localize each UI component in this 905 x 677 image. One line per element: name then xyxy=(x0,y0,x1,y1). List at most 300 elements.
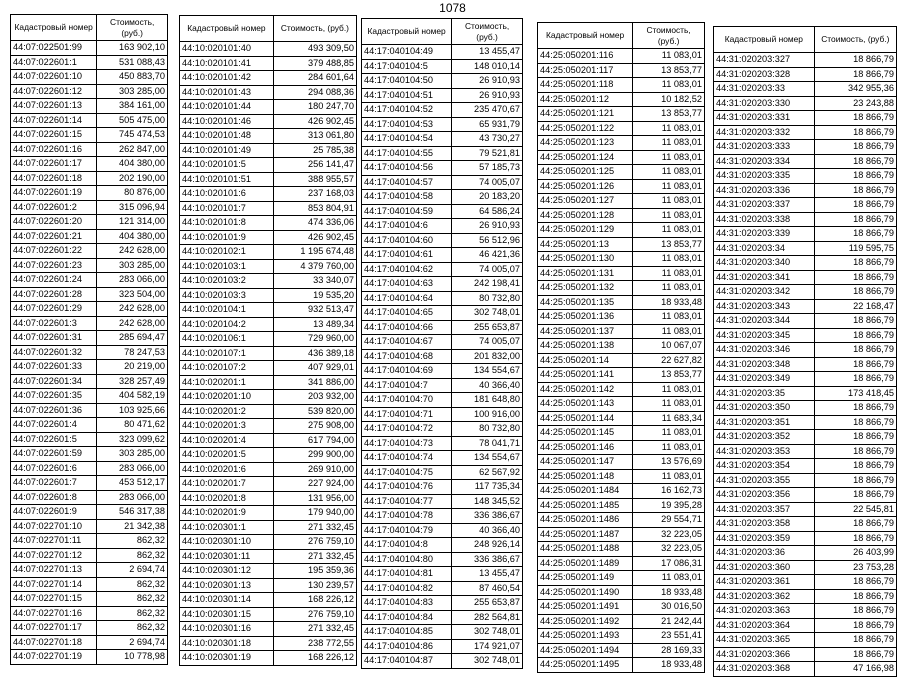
table-row xyxy=(362,233,523,248)
table-row xyxy=(11,447,168,462)
header-row xyxy=(538,23,705,49)
cadastral-number-cell: 44:10:020301:11 xyxy=(180,549,274,564)
cost-cell: 46 421,36 xyxy=(452,248,523,263)
cadastral-number-cell: 44:07:022601:24 xyxy=(11,273,97,288)
cost-cell: 453 512,17 xyxy=(97,476,168,491)
cadastral-number-cell: 44:31:020203:338 xyxy=(714,212,815,227)
cost-cell: 745 474,53 xyxy=(97,128,168,143)
cadastral-number-cell: 44:10:020201:9 xyxy=(180,506,274,521)
table-row xyxy=(538,600,705,615)
cadastral-number-cell: 44:25:050201:118 xyxy=(538,78,633,93)
table-row xyxy=(180,593,357,608)
table-row xyxy=(362,45,523,60)
table-row xyxy=(362,103,523,118)
cost-cell: 11 083,01 xyxy=(633,382,705,397)
cadastral-number-cell: 44:07:022601:31 xyxy=(11,331,97,346)
cadastral-number-cell: 44:17:040104:52 xyxy=(362,103,452,118)
table-row xyxy=(714,415,897,430)
cadastral-number-cell: 44:17:040104:62 xyxy=(362,262,452,277)
cadastral-number-cell: 44:25:050201:13 xyxy=(538,237,633,252)
cost-cell: 302 748,01 xyxy=(452,654,523,669)
table-row xyxy=(11,41,168,56)
table-row xyxy=(180,404,357,419)
cadastral-number-cell: 44:31:020203:337 xyxy=(714,198,815,213)
table-row xyxy=(11,432,168,447)
cadastral-number-cell: 44:31:020203:345 xyxy=(714,328,815,343)
table-row xyxy=(538,397,705,412)
cadastral-number-cell: 44:10:020301:15 xyxy=(180,607,274,622)
cost-cell: 283 066,00 xyxy=(97,273,168,288)
table-row xyxy=(714,241,897,256)
table-row xyxy=(11,548,168,563)
cadastral-number-cell: 44:31:020203:362 xyxy=(714,589,815,604)
cadastral-number-cell: 44:25:050201:130 xyxy=(538,252,633,267)
cost-cell: 13 853,77 xyxy=(633,107,705,122)
cost-cell: 80 876,00 xyxy=(97,186,168,201)
cadastral-number-header: Кадастровый номер xyxy=(714,27,815,53)
table-row xyxy=(538,426,705,441)
cost-cell: 11 683,34 xyxy=(633,411,705,426)
table-row xyxy=(180,520,357,535)
table-row xyxy=(714,401,897,416)
table-row xyxy=(180,375,357,390)
table-row xyxy=(538,92,705,107)
cost-cell: 22 627,82 xyxy=(633,353,705,368)
cost-cell: 29 554,71 xyxy=(633,513,705,528)
cadastral-number-cell: 44:17:040104:78 xyxy=(362,509,452,524)
table-row xyxy=(362,654,523,669)
table-row xyxy=(180,636,357,651)
cadastral-number-cell: 44:31:020203:328 xyxy=(714,67,815,82)
table-row xyxy=(11,360,168,375)
cost-cell: 294 088,36 xyxy=(273,85,356,100)
table-row xyxy=(362,393,523,408)
cost-cell: 18 866,79 xyxy=(814,183,896,198)
cadastral-number-cell: 44:25:050201:1485 xyxy=(538,498,633,513)
cost-cell: 18 866,79 xyxy=(814,270,896,285)
table-row xyxy=(180,361,357,376)
table-row xyxy=(11,186,168,201)
cadastral-number-cell: 44:17:040104:68 xyxy=(362,349,452,364)
cadastral-number-cell: 44:31:020203:354 xyxy=(714,459,815,474)
cadastral-number-cell: 44:25:050201:1491 xyxy=(538,600,633,615)
table-row xyxy=(11,606,168,621)
cost-cell: 283 066,00 xyxy=(97,490,168,505)
cost-cell: 19 535,20 xyxy=(273,288,356,303)
cadastral-number-cell: 44:07:022601:14 xyxy=(11,113,97,128)
cadastral-number-cell: 44:25:050201:147 xyxy=(538,455,633,470)
cost-cell: 148 345,52 xyxy=(452,494,523,509)
cost-cell: 255 653,87 xyxy=(452,320,523,335)
cost-cell: 22 168,47 xyxy=(814,299,896,314)
table-row xyxy=(180,100,357,115)
table-row xyxy=(180,187,357,202)
cadastral-number-cell: 44:10:020201:4 xyxy=(180,433,274,448)
table-row xyxy=(11,200,168,215)
table-row xyxy=(714,82,897,97)
cadastral-number-cell: 44:31:020203:364 xyxy=(714,618,815,633)
cost-cell: 11 083,01 xyxy=(633,121,705,136)
table-row xyxy=(538,237,705,252)
cadastral-number-cell: 44:07:022701:11 xyxy=(11,534,97,549)
cost-cell: 18 866,79 xyxy=(814,67,896,82)
table-row xyxy=(180,419,357,434)
table-row xyxy=(11,287,168,302)
table-row xyxy=(180,462,357,477)
table-row xyxy=(180,578,357,593)
cadastral-number-cell: 44:31:020203:344 xyxy=(714,314,815,329)
cost-cell: 130 239,57 xyxy=(273,578,356,593)
table-row xyxy=(538,252,705,267)
cost-cell: 18 866,79 xyxy=(814,401,896,416)
table-row xyxy=(714,444,897,459)
cadastral-number-cell: 44:07:022701:18 xyxy=(11,635,97,650)
cost-cell: 47 166,98 xyxy=(814,662,896,677)
table-row xyxy=(11,635,168,650)
cadastral-number-cell: 44:31:020203:34 xyxy=(714,241,815,256)
table-row xyxy=(180,158,357,173)
cadastral-number-cell: 44:07:022601:5 xyxy=(11,432,97,447)
table-row xyxy=(180,390,357,405)
cadastral-number-cell: 44:25:050201:126 xyxy=(538,179,633,194)
cadastral-number-cell: 44:31:020203:346 xyxy=(714,343,815,358)
cadastral-number-cell: 44:31:020203:348 xyxy=(714,357,815,372)
cost-cell: 11 083,01 xyxy=(633,78,705,93)
table-row xyxy=(180,491,357,506)
cost-cell: 11 083,01 xyxy=(633,324,705,339)
cost-cell: 11 083,01 xyxy=(633,179,705,194)
header-row xyxy=(11,15,168,41)
cost-cell: 282 564,81 xyxy=(452,610,523,625)
table-row xyxy=(538,165,705,180)
table-row xyxy=(362,219,523,234)
cadastral-number-cell: 44:17:040104:74 xyxy=(362,451,452,466)
cost-cell: 180 247,70 xyxy=(273,100,356,115)
cost-cell: 56 512,96 xyxy=(452,233,523,248)
cadastral-number-cell: 44:17:040104:65 xyxy=(362,306,452,321)
cadastral-number-cell: 44:17:040104:58 xyxy=(362,190,452,205)
cadastral-number-cell: 44:07:022601:20 xyxy=(11,215,97,230)
table-row xyxy=(362,306,523,321)
cost-cell: 404 380,00 xyxy=(97,157,168,172)
table-row xyxy=(180,622,357,637)
cadastral-number-cell: 44:07:022601:18 xyxy=(11,171,97,186)
cost-cell: 13 489,34 xyxy=(273,317,356,332)
cost-cell: 11 083,01 xyxy=(633,469,705,484)
cost-cell: 237 168,03 xyxy=(273,187,356,202)
table-row xyxy=(11,128,168,143)
cadastral-number-cell: 44:31:020203:349 xyxy=(714,372,815,387)
cadastral-number-cell: 44:31:020203:360 xyxy=(714,560,815,575)
cadastral-number-cell: 44:10:020101:46 xyxy=(180,114,274,129)
cost-cell: 25 785,38 xyxy=(273,143,356,158)
cadastral-number-cell: 44:25:050201:1490 xyxy=(538,585,633,600)
cadastral-number-cell: 44:07:022601:32 xyxy=(11,345,97,360)
cadastral-number-cell: 44:07:022601:13 xyxy=(11,99,97,114)
cadastral-number-cell: 44:31:020203:361 xyxy=(714,575,815,590)
table-row xyxy=(11,418,168,433)
cost-cell: 202 190,00 xyxy=(97,171,168,186)
cost-cell: 18 866,79 xyxy=(814,357,896,372)
table-row xyxy=(180,433,357,448)
cost-cell: 16 162,73 xyxy=(633,484,705,499)
cost-header: Стоимость, (руб.) xyxy=(273,16,356,42)
cost-cell: 18 866,79 xyxy=(814,444,896,459)
cost-cell: 18 866,79 xyxy=(814,488,896,503)
table-row xyxy=(714,589,897,604)
table-row xyxy=(538,658,705,673)
cost-cell: 18 866,79 xyxy=(814,111,896,126)
cost-cell: 323 504,00 xyxy=(97,287,168,302)
table-row xyxy=(362,291,523,306)
table-row xyxy=(180,114,357,129)
cadastral-number-cell: 44:17:040104:61 xyxy=(362,248,452,263)
table-row xyxy=(11,374,168,389)
cadastral-number-cell: 44:10:020201:8 xyxy=(180,491,274,506)
cost-cell: 18 866,79 xyxy=(814,285,896,300)
table-row xyxy=(714,343,897,358)
cadastral-number-cell: 44:10:020301:19 xyxy=(180,651,274,666)
cadastral-number-cell: 44:17:040104:51 xyxy=(362,88,452,103)
cost-cell: 18 866,79 xyxy=(814,125,896,140)
cost-cell: 13 455,47 xyxy=(452,45,523,60)
cadastral-number-cell: 44:31:020203:352 xyxy=(714,430,815,445)
table-row xyxy=(538,339,705,354)
cost-cell: 17 086,31 xyxy=(633,556,705,571)
cost-cell: 242 198,41 xyxy=(452,277,523,292)
cadastral-number-cell: 44:10:020101:40 xyxy=(180,42,274,57)
table-row xyxy=(538,382,705,397)
table-row xyxy=(714,270,897,285)
cadastral-number-cell: 44:10:020201:10 xyxy=(180,390,274,405)
cost-cell: 248 926,14 xyxy=(452,538,523,553)
cost-cell: 181 648,80 xyxy=(452,393,523,408)
table-row xyxy=(714,488,897,503)
table-row xyxy=(362,436,523,451)
cadastral-number-cell: 44:31:020203:331 xyxy=(714,111,815,126)
cost-cell: 40 366,40 xyxy=(452,378,523,393)
cost-cell: 493 309,50 xyxy=(273,42,356,57)
table-row xyxy=(11,534,168,549)
cost-cell: 30 016,50 xyxy=(633,600,705,615)
cadastral-number-cell: 44:17:040104:79 xyxy=(362,523,452,538)
cadastral-number-cell: 44:10:020103:2 xyxy=(180,274,274,289)
table-row xyxy=(538,107,705,122)
cadastral-number-cell: 44:07:022601:6 xyxy=(11,461,97,476)
cost-cell: 11 083,01 xyxy=(633,150,705,165)
cadastral-number-cell: 44:07:022701:15 xyxy=(11,592,97,607)
cadastral-number-cell: 44:25:050201:1488 xyxy=(538,542,633,557)
cost-cell: 275 908,00 xyxy=(273,419,356,434)
cost-cell: 10 182,52 xyxy=(633,92,705,107)
cost-cell: 131 956,00 xyxy=(273,491,356,506)
cadastral-number-cell: 44:07:022601:59 xyxy=(11,447,97,462)
cadastral-number-cell: 44:17:040104:55 xyxy=(362,146,452,161)
cost-cell: 103 925,66 xyxy=(97,403,168,418)
cadastral-number-cell: 44:07:022601:29 xyxy=(11,302,97,317)
table-row xyxy=(714,372,897,387)
table-row xyxy=(11,215,168,230)
table-row xyxy=(11,519,168,534)
cadastral-number-cell: 44:25:050201:1484 xyxy=(538,484,633,499)
cost-cell: 436 389,18 xyxy=(273,346,356,361)
table-row xyxy=(180,71,357,86)
table-row xyxy=(180,245,357,260)
table-row xyxy=(180,346,357,361)
cost-cell: 18 866,79 xyxy=(814,531,896,546)
cadastral-number-cell: 44:17:040104:73 xyxy=(362,436,452,451)
table-row xyxy=(180,288,357,303)
cadastral-number-cell: 44:07:022601:22 xyxy=(11,244,97,259)
table-row xyxy=(180,216,357,231)
table-row xyxy=(180,201,357,216)
cost-cell: 404 582,19 xyxy=(97,389,168,404)
cadastral-number-cell: 44:25:050201:149 xyxy=(538,571,633,586)
cadastral-number-cell: 44:31:020203:357 xyxy=(714,502,815,517)
cadastral-number-cell: 44:07:022601:34 xyxy=(11,374,97,389)
table-row xyxy=(180,448,357,463)
cadastral-number-cell: 44:07:022601:3 xyxy=(11,316,97,331)
cadastral-number-cell: 44:25:050201:12 xyxy=(538,92,633,107)
cadastral-number-cell: 44:10:020201:2 xyxy=(180,404,274,419)
table-row xyxy=(714,430,897,445)
table-row xyxy=(362,59,523,74)
cost-cell: 11 083,01 xyxy=(633,281,705,296)
table-row xyxy=(714,328,897,343)
cost-cell: 4 379 760,00 xyxy=(273,259,356,274)
table-row xyxy=(11,389,168,404)
cadastral-number-cell: 44:25:050201:1494 xyxy=(538,643,633,658)
table-row xyxy=(180,549,357,564)
cadastral-number-cell: 44:17:040104:72 xyxy=(362,422,452,437)
cost-cell: 11 083,01 xyxy=(633,310,705,325)
cadastral-number-cell: 44:17:040104:59 xyxy=(362,204,452,219)
cadastral-number-cell: 44:17:040104:56 xyxy=(362,161,452,176)
table-row xyxy=(714,459,897,474)
cost-cell: 18 866,79 xyxy=(814,256,896,271)
cost-header: Стоимость, (руб.) xyxy=(97,15,168,41)
table-row xyxy=(538,179,705,194)
cost-cell: 18 933,48 xyxy=(633,658,705,673)
table-row xyxy=(180,259,357,274)
cadastral-number-header: Кадастровый номер xyxy=(11,15,97,41)
cadastral-number-cell: 44:17:040104:69 xyxy=(362,364,452,379)
cadastral-number-cell: 44:07:022701:16 xyxy=(11,606,97,621)
cost-cell: 18 866,79 xyxy=(814,633,896,648)
cost-cell: 862,32 xyxy=(97,592,168,607)
table-row xyxy=(538,121,705,136)
table-row xyxy=(714,198,897,213)
table-row xyxy=(180,332,357,347)
cadastral-number-cell: 44:17:040104:70 xyxy=(362,393,452,408)
table-row xyxy=(362,596,523,611)
cadastral-number-cell: 44:10:020101:41 xyxy=(180,56,274,71)
cadastral-number-cell: 44:10:020101:6 xyxy=(180,187,274,202)
table-row xyxy=(11,55,168,70)
cadastral-number-cell: 44:10:020102:1 xyxy=(180,245,274,260)
table-row xyxy=(538,150,705,165)
cadastral-number-cell: 44:31:020203:334 xyxy=(714,154,815,169)
cost-cell: 62 567,92 xyxy=(452,465,523,480)
table-row xyxy=(362,494,523,509)
table-row xyxy=(180,506,357,521)
cost-cell: 163 902,10 xyxy=(97,41,168,56)
cadastral-table-4 xyxy=(537,22,705,673)
cost-cell: 134 554,67 xyxy=(452,451,523,466)
cost-cell: 617 794,00 xyxy=(273,433,356,448)
table-row xyxy=(11,142,168,157)
cost-cell: 19 395,28 xyxy=(633,498,705,513)
cost-cell: 11 083,01 xyxy=(633,426,705,441)
table-row xyxy=(714,53,897,68)
cost-cell: 2 694,74 xyxy=(97,563,168,578)
cost-cell: 18 866,79 xyxy=(814,53,896,68)
cadastral-number-header: Кадастровый номер xyxy=(538,23,633,49)
table-row xyxy=(538,542,705,557)
cadastral-number-cell: 44:31:020203:33 xyxy=(714,82,815,97)
cadastral-number-cell: 44:31:020203:350 xyxy=(714,401,815,416)
table-row xyxy=(362,74,523,89)
cost-cell: 1 195 674,48 xyxy=(273,245,356,260)
cadastral-number-cell: 44:31:020203:366 xyxy=(714,647,815,662)
cadastral-number-cell: 44:10:020103:1 xyxy=(180,259,274,274)
cost-cell: 20 219,00 xyxy=(97,360,168,375)
cost-cell: 174 921,07 xyxy=(452,639,523,654)
table-row xyxy=(11,331,168,346)
cost-cell: 426 902,45 xyxy=(273,230,356,245)
table-row xyxy=(538,136,705,151)
cost-cell: 242 628,00 xyxy=(97,244,168,259)
cost-cell: 43 730,27 xyxy=(452,132,523,147)
cadastral-number-cell: 44:17:040104:75 xyxy=(362,465,452,480)
cadastral-number-cell: 44:17:040104:87 xyxy=(362,654,452,669)
cadastral-number-cell: 44:31:020203:35 xyxy=(714,386,815,401)
table-row xyxy=(362,335,523,350)
table-row xyxy=(362,552,523,567)
table-row xyxy=(714,67,897,82)
cost-cell: 18 866,79 xyxy=(814,459,896,474)
cadastral-number-cell: 44:17:040104:67 xyxy=(362,335,452,350)
table-row xyxy=(180,129,357,144)
cadastral-number-cell: 44:17:040104:64 xyxy=(362,291,452,306)
cadastral-number-cell: 44:10:020104:1 xyxy=(180,303,274,318)
cost-cell: 10 067,07 xyxy=(633,339,705,354)
table-row xyxy=(11,490,168,505)
cost-cell: 33 340,07 xyxy=(273,274,356,289)
cost-cell: 13 455,47 xyxy=(452,567,523,582)
table-row xyxy=(714,357,897,372)
cost-cell: 64 586,24 xyxy=(452,204,523,219)
cost-cell: 121 314,00 xyxy=(97,215,168,230)
cadastral-number-cell: 44:25:050201:1492 xyxy=(538,614,633,629)
table-row xyxy=(180,317,357,332)
table-row xyxy=(538,469,705,484)
table-row xyxy=(180,56,357,71)
table-row xyxy=(362,204,523,219)
table-row xyxy=(180,564,357,579)
cost-cell: 74 005,07 xyxy=(452,335,523,350)
cost-cell: 539 820,00 xyxy=(273,404,356,419)
cost-cell: 285 694,47 xyxy=(97,331,168,346)
cost-cell: 388 955,57 xyxy=(273,172,356,187)
cost-cell: 328 257,49 xyxy=(97,374,168,389)
cadastral-number-cell: 44:25:050201:131 xyxy=(538,266,633,281)
table-row xyxy=(538,643,705,658)
cost-cell: 18 933,48 xyxy=(633,585,705,600)
cadastral-number-cell: 44:10:020301:1 xyxy=(180,520,274,535)
table-row xyxy=(714,604,897,619)
table-row xyxy=(714,125,897,140)
